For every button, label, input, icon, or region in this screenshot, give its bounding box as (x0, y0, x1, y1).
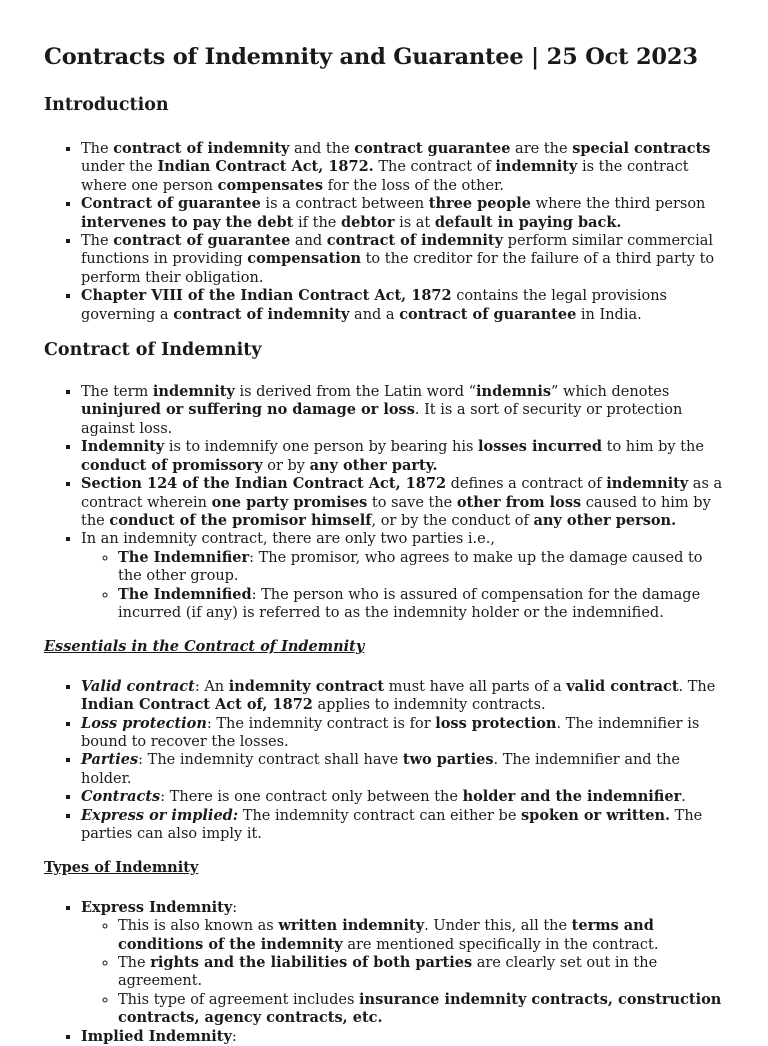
body-text: . Under this, all the (424, 918, 572, 935)
body-text: : The indemnity contract is for (206, 715, 436, 732)
emphasis-text: intervenes to pay the debt (81, 213, 294, 231)
emphasis-text: indemnity (152, 383, 235, 401)
body-text: This is also known as (118, 918, 279, 935)
section-heading-introduction: Introduction (44, 95, 169, 115)
body-text: The term (81, 384, 153, 401)
emphasis-text: The Indemnified (118, 585, 252, 603)
emphasis-text: default in paying back. (434, 213, 622, 231)
page-title: Contracts of Indemnity and Guarantee | 25 Oct 2023 (44, 44, 698, 70)
list-item (81, 899, 724, 1028)
body-text: to save the (367, 494, 457, 511)
body-text: : There is one contract only between the (160, 789, 463, 806)
express-sublist (81, 917, 724, 1027)
express-indemnity-label (81, 900, 237, 916)
emphasis-text: any other person. (533, 511, 677, 529)
body-text: : The indemnity contract shall have (138, 752, 403, 769)
body-text: In an indemnity contract, there are only two parties i.e., (81, 531, 495, 548)
body-text: . The indemnifier and the holder. (81, 752, 680, 787)
body-text: . It is a sort of security or protection against loss. (81, 402, 683, 437)
body-text: The (81, 141, 114, 157)
emphasis-text: Chapter VIII of the Indian Contract Act, 1872 (81, 287, 452, 305)
emphasis-text: other from loss (456, 493, 582, 511)
emphasis-text: three people (428, 195, 532, 213)
emphasis-text: one party promises (211, 493, 368, 511)
body-text: is at (394, 214, 435, 231)
body-text: : (231, 1028, 237, 1045)
emphasis-text: indemnis (476, 383, 552, 401)
list-item (81, 195, 724, 232)
emphasis-text: uninjured or suffering no damage or loss (81, 401, 415, 419)
body-text: The indemnity contract can either be (238, 807, 522, 824)
body-text: if the (293, 214, 341, 231)
emphasis-text: Indian Contract Act, 1872. (157, 158, 374, 176)
body-text: and (290, 233, 327, 250)
body-text: , or by the conduct of (371, 512, 534, 529)
list-item (81, 287, 724, 324)
body-text: . The (678, 678, 716, 695)
list-item (81, 383, 724, 438)
body-text: under the (81, 159, 158, 176)
body-text: . (681, 789, 686, 806)
body-text: or by (262, 457, 310, 474)
body-text: . The indemnifier is bound to recover the losses. (81, 715, 700, 750)
body-text: as a contract wherein (81, 476, 723, 511)
list-item (81, 140, 724, 195)
body-text: must have all parts of a (384, 678, 567, 695)
emphasis-text: indemnity (495, 158, 578, 176)
list-item (81, 788, 724, 806)
body-text: ” which denotes (551, 384, 670, 401)
body-text: The contract of (373, 159, 496, 176)
emphasis-text: Parties (81, 751, 139, 769)
emphasis-text: contract of indemnity (113, 140, 290, 157)
emphasis-text: written indemnity (278, 917, 425, 935)
body-text: are the (510, 141, 573, 157)
body-text: applies to indemnity contracts. (312, 697, 546, 714)
introduction-list (44, 140, 724, 324)
emphasis-text: Implied Indemnity (81, 1027, 232, 1045)
body-text: is the contract where one person (81, 159, 689, 194)
emphasis-text: Valid contract (81, 677, 195, 695)
body-text: The (81, 233, 114, 250)
sub-list-item (118, 549, 724, 586)
emphasis-text: compensates (217, 176, 324, 194)
body-text: in India. (576, 306, 642, 323)
essentials-list (44, 678, 724, 844)
emphasis-text: The Indemnifier (118, 548, 250, 566)
sub-list-item (118, 917, 724, 954)
body-text: : An (194, 678, 229, 695)
subsection-heading-types: Types of Indemnity (44, 859, 199, 877)
section-heading-contract-of-indemnity: Contract of Indemnity (44, 340, 262, 361)
body-text: to him by the (602, 439, 704, 456)
body-text: : The person who is assured of compensation for the damage incurred (if any) is referred to as the indemnity holder or the indemnified. (118, 586, 701, 621)
emphasis-text: losses incurred (478, 438, 603, 456)
emphasis-text: Contracts (81, 788, 161, 806)
subsection-heading-essentials: Essentials in the Contract of Indemnity (44, 638, 365, 656)
list-item (81, 475, 724, 530)
emphasis-text: indemnity contract (228, 677, 385, 695)
emphasis-text: contract of indemnity (173, 305, 350, 323)
list-item (81, 807, 724, 844)
emphasis-text: loss protection (435, 714, 557, 732)
emphasis-text: Indemnity (81, 438, 165, 456)
body-text: The parties can also imply it. (81, 807, 703, 842)
body-text: are clearly set out in the agreement. (118, 955, 658, 990)
emphasis-text: contract of indemnity (326, 232, 504, 250)
sub-list-item (118, 954, 724, 991)
list-item (81, 678, 724, 715)
body-text: defines a contract of (446, 476, 607, 493)
emphasis-text: conduct of the promisor himself (109, 511, 372, 529)
emphasis-text: holder and the indemnifier (462, 788, 682, 806)
body-text: and a (349, 306, 400, 323)
indemnity-list (44, 383, 724, 622)
emphasis-text: compensation (247, 250, 361, 268)
emphasis-text: Contract of guarantee (81, 195, 261, 213)
list-item (81, 530, 724, 622)
parties-intro (81, 531, 495, 547)
body-text: The (118, 955, 151, 971)
emphasis-text: insurance indemnity contracts, construction contracts, agency contracts, etc. (118, 990, 722, 1027)
emphasis-text: rights and the liabilities of both parties (150, 954, 473, 971)
body-text: This type of agreement includes (118, 991, 360, 1008)
emphasis-text: Express Indemnity (81, 898, 233, 916)
body-text: : The promisor, who agrees to make up the damage caused to the other group. (118, 549, 703, 585)
list-item (81, 438, 724, 475)
list-item (81, 751, 724, 788)
sub-list-item (118, 991, 724, 1028)
body-text: is to indemnify one person by bearing his (164, 439, 479, 456)
body-text: perform similar commercial functions in providing (81, 233, 714, 268)
body-text: to the creditor for the failure of a third party to perform their obligation. (81, 251, 715, 286)
body-text: is a contract between (260, 196, 429, 213)
emphasis-text: debtor (340, 213, 395, 231)
body-text: contains the legal provisions governing a (81, 288, 667, 323)
body-text: : (232, 899, 238, 916)
emphasis-text: valid contract (566, 677, 679, 695)
emphasis-text: two parties (402, 751, 494, 769)
emphasis-text: conduct of promissory (81, 456, 263, 474)
body-text: for the loss of the other. (323, 177, 504, 194)
emphasis-text: contract of guarantee (399, 305, 577, 323)
emphasis-text: contract guarantee (354, 140, 511, 157)
implied-indemnity-label (81, 1029, 237, 1045)
body-text: and the (289, 141, 355, 157)
emphasis-text: terms and conditions of the indemnity (118, 917, 654, 953)
emphasis-text: Section 124 of the Indian Contract Act, 1872 (81, 475, 447, 493)
emphasis-text: indemnity (606, 475, 689, 493)
emphasis-text: spoken or written. (521, 806, 671, 824)
body-text: caused to him by the (81, 494, 711, 529)
parties-sublist (81, 549, 724, 623)
body-text: where the third person (531, 196, 706, 213)
emphasis-text: Express or implied: (81, 806, 239, 824)
body-text: is derived from the Latin word “ (234, 384, 477, 401)
list-item (81, 232, 724, 287)
emphasis-text: contract of guarantee (113, 232, 291, 250)
emphasis-text: any other party. (309, 456, 438, 474)
body-text: are mentioned specifically in the contract. (342, 936, 659, 953)
emphasis-text: Loss protection (81, 714, 207, 732)
emphasis-text: special contracts (572, 140, 711, 157)
emphasis-text: Indian Contract Act of, 1872 (81, 696, 313, 714)
list-item (81, 715, 724, 752)
list-item (81, 1028, 724, 1046)
sub-list-item (118, 586, 724, 623)
